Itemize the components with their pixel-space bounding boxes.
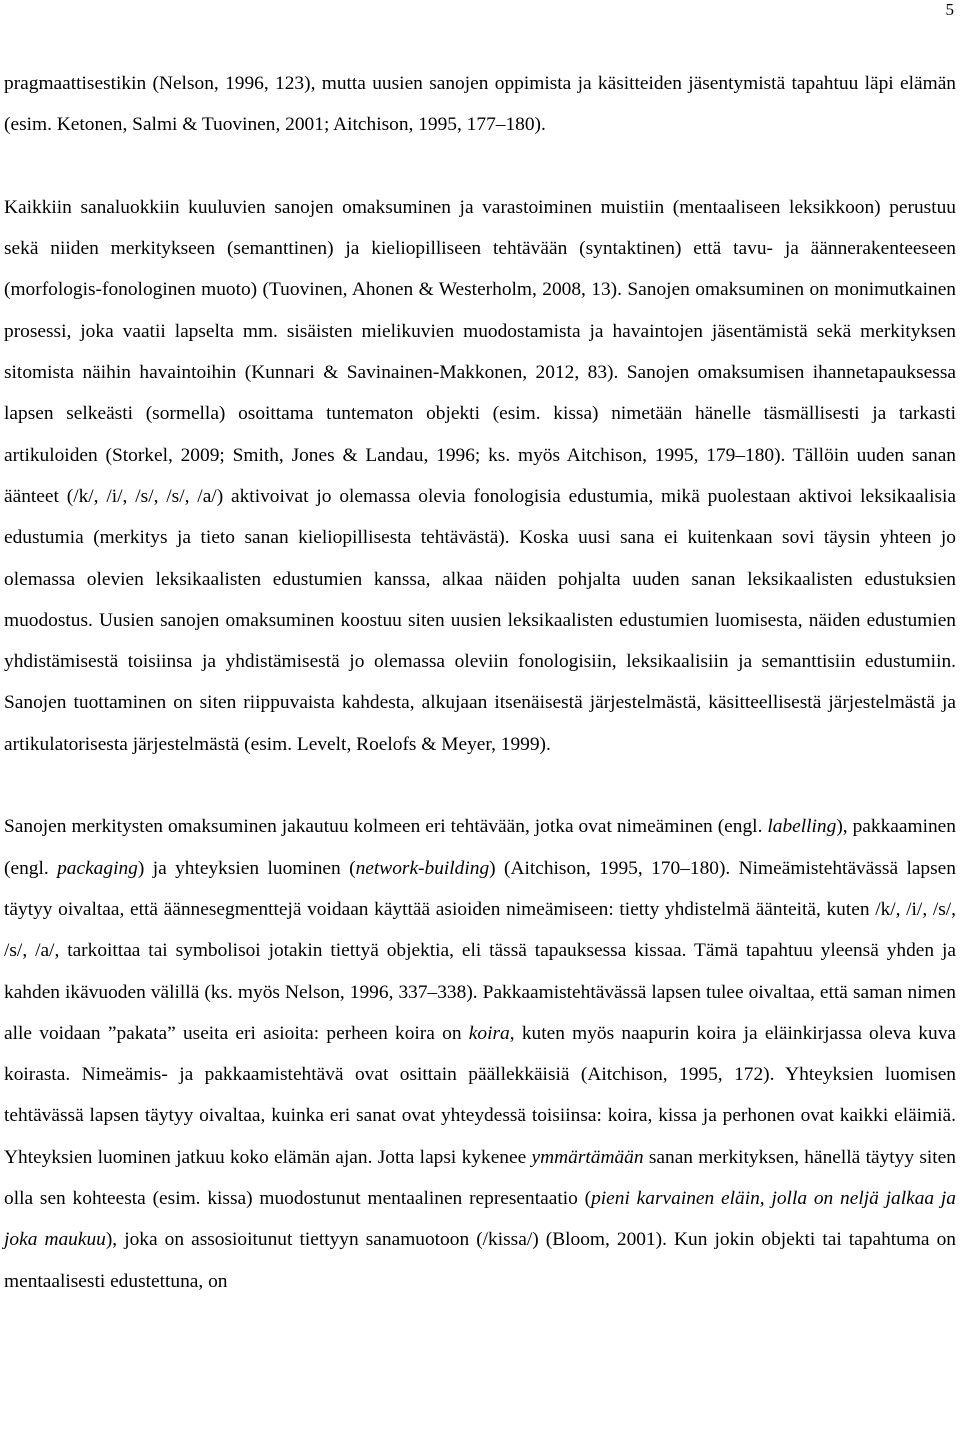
page-number: 5	[945, 0, 954, 19]
italic-text: network-building	[355, 857, 490, 879]
document-body	[4, 63, 956, 1302]
italic-text: labelling	[767, 816, 837, 838]
text-run: Sanojen merkitysten omaksuminen jakautuu kolmeen eri tehtävään, jotka ovat nimeäminen (engl.	[4, 816, 768, 838]
italic-text: koira	[468, 1022, 510, 1044]
text-run: sanan merkityksen, hänellä täytyy siten olla sen kohteesta (esim. kissa) muodostunut mentaalinen representaatio (	[4, 1146, 956, 1210]
text-run: ) ja yhteyksien luominen (	[137, 857, 356, 879]
text-run: pragmaattisestikin (Nelson, 1996, 123), mutta uusien sanojen oppimista ja käsitteiden jäsentymistä tapahtuu läpi elämän (esim. Ketonen, Salmi & Tuovinen, 2001; Aitchison, 1995, 177–180).	[4, 73, 956, 136]
paragraph	[4, 63, 956, 146]
italic-text: ymmärtämään	[531, 1146, 644, 1168]
paragraph	[4, 806, 956, 1302]
paragraph	[4, 187, 956, 765]
italic-text: pieni karvainen eläin, jolla on neljä jalkaa ja joka maukuu	[4, 1188, 957, 1251]
italic-text: packaging	[57, 857, 138, 879]
text-run: ) (Aitchison, 1995, 170–180). Nimeämistehtävässä lapsen täytyy oivaltaa, että äännesegmenttejä voidaan käyttää asioiden nimeämiseen: tietty yhdistelmä äänteitä, kuten /k/, /i/, /s/, /s/, /a/, tarkoittaa tai symbolisoi jotakin tiettyä objektia, eli tässä tapauksessa kissaa. Tämä tapahtuu yleensä yhden ja kahden ikävuoden välillä (ks. myös Nelson, 1996, 337–338). Pakkaamistehtävässä lapsen tulee oivaltaa, että saman nimen alle voidaan ”pakata” useita eri asioita: perheen koira on	[4, 857, 956, 1044]
text-run: , kuten myös naapurin koira ja eläinkirjassa oleva kuva koirasta. Nimeämis- ja pakkaamistehtävä ovat osittain päällekkäisiä (Aitchison, 1995, 172). Yhteyksien luomisen tehtävässä lapsen täytyy oivaltaa, kuinka eri sanat ovat yhteydessä toisiinsa: koira, kissa ja perhonen ovat kaikki eläimiä. Yhteyksien luominen jatkuu koko elämän ajan. Jotta lapsi kykenee	[4, 1022, 956, 1168]
text-run: Kaikkiin sanaluokkiin kuuluvien sanojen omaksuminen ja varastoiminen muistiin (mentaaliseen leksikkoon) perustuu sekä niiden merkitykseen (semanttinen) ja kieliopilliseen tehtävään (syntaktinen) että tavu- ja äännerakenteeseen (morfologis-fonologinen muoto) (Tuovinen, Ahonen & Westerholm, 2008, 13). Sanojen omaksuminen on monimutkainen prosessi, joka vaatii lapselta mm. sisäisten mielikuvien muodostamista ja havaintojen jäsentämistä sekä merkityksen sitomista näihin havaintoihin (Kunnari & Savinainen-Makkonen, 2012, 83). Sanojen omaksumisen ihannetapauksessa lapsen selkeästi (sormella) osoittama tuntematon objekti (esim. kissa) nimetään hänelle täsmällisesti ja tarkasti artikuloiden (Storkel, 2009; Smith, Jones & Landau, 1996; ks. myös Aitchison, 1995, 179–180). Tällöin uuden sanan äänteet (/k/, /i/, /s/, /s/, /a/) aktivoivat jo olemassa olevia fonologisia edustumia, mikä puolestaan aktivoi leksikaalisia edustumia (merkitys ja tieto sanan kieliopillisesta tehtävästä). Koska uusi sana ei kuitenkaan sovi täysin yhteen jo olemassa olevien leksikaalisten edustumien kanssa, alkaa näiden pohjalta uuden sanan leksikaalisten edustuksien muodostus. Uusien sanojen omaksuminen koostuu siten uusien leksikaalisten edustumien luomisesta, näiden edustumien yhdistämisestä toisiinsa ja yhdistämisestä jo olemassa oleviin fonologisiin, leksikaalisiin ja semanttisiin edustumiin. Sanojen tuottaminen on siten riippuvaista kahdesta, alkujaan itsenäisestä järjestelmästä, käsitteellisestä järjestelmästä ja artikulatorisesta järjestelmästä (esim. Levelt, Roelofs & Meyer, 1999).	[4, 196, 956, 755]
text-run: ), pakkaaminen (engl.	[4, 816, 956, 879]
text-run: ), joka on assosioitunut tiettyyn sanamuotoon (/kissa/) (Bloom, 2001). Kun jokin objekti tai tapahtuma on mentaalisesti edustettuna, on	[4, 1229, 956, 1292]
